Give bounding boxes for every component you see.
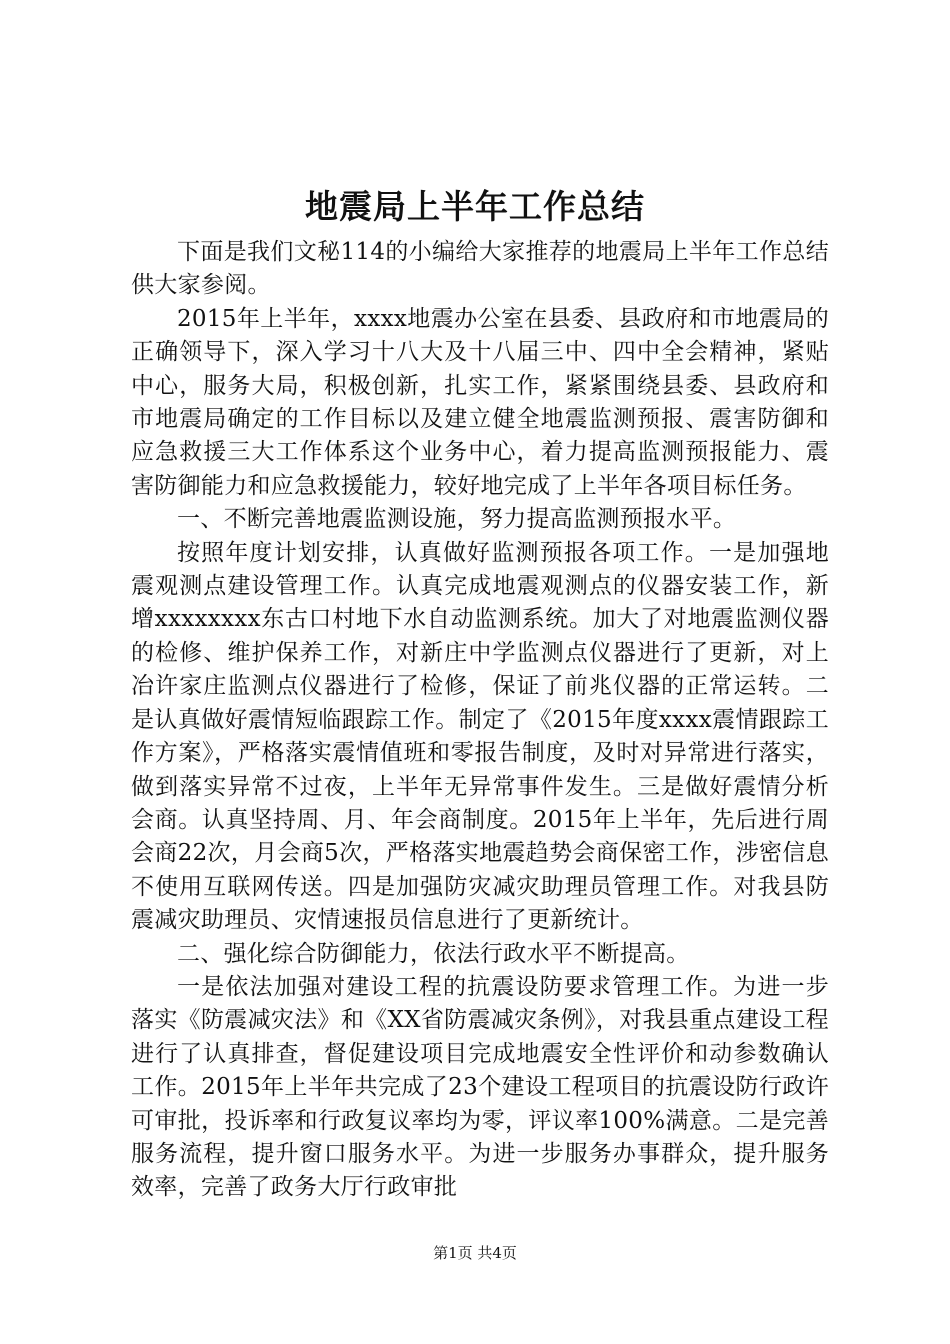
section-1-paragraph: 按照年度计划安排，认真做好监测预报各项工作。一是加强地震观测点建设管理工作。认真完成地震观测点的仪器安装工作，新增xxxxxxxx东古口村地下水自动监测系统。加大了对地震监测仪器的检修、维护保养工作，对新庄中学监测点仪器进行了更新，对上冶许家庄监测点仪器进行了检修，保证了前兆仪器的正常运转。二是认真做好震情短临跟踪工作。制定了《2015年度xxxx震情跟踪工作方案》，严格落实震情值班和零报告制度，及时对异常进行落实，做到落实异常不过夜，上半年无异常事件发生。三是做好震情分析会商。认真坚持周、月、年会商制度。2015年上半年，先后进行周会商22次，月会商5次，严格落实地震趋势会商保密工作，涉密信息不使用互联网传送。四是加强防灾减灾助理员管理工作。对我县防震减灾助理员、灾情速报员信息进行了更新统计。 (131, 539, 829, 934)
intro-paragraph: 下面是我们文秘114的小编给大家推荐的地震局上半年工作总结供大家参阅。 (131, 239, 829, 299)
section-2-paragraph: 一是依法加强对建设工程的抗震设防要求管理工作。为进一步落实《防震减灾法》和《XX省防震减灾条例》，对我县重点建设工程进行了认真排查，督促建设项目完成地震安全性评价和动参数确认工作。2015年上半年共完成了23个建设工程项目的抗震设防行政许可审批，投诉率和行政复议率均为零，评议率100%满意。二是完善服务流程，提升窗口服务水平。为进一步服务办事群众，提升服务效率，完善了政务大厅行政审批 (131, 973, 829, 1201)
overview-paragraph: 2015年上半年，xxxx地震办公室在县委、县政府和市地震局的正确领导下，深入学习十八大及十八届三中、四中全会精神，紧贴中心，服务大局，积极创新，扎实工作，紧紧围绕县委、县政府和市地震局确定的工作目标以及建立健全地震监测预报、震害防御和应急救援三大工作体系这个业务中心，着力提高监测预报能力、震害防御能力和应急救援能力，较好地完成了上半年各项目标任务。 (131, 305, 829, 499)
page-number-footer: 第1页 共4页 (433, 1244, 517, 1262)
section-heading-1: 一、不断完善地震监测设施，努力提高监测预报水平。 (177, 506, 737, 533)
section-heading-2: 二、强化综合防御能力，依法行政水平不断提高。 (177, 940, 690, 967)
document-body (131, 236, 829, 1205)
document-title: 地震局上半年工作总结 (305, 187, 645, 226)
